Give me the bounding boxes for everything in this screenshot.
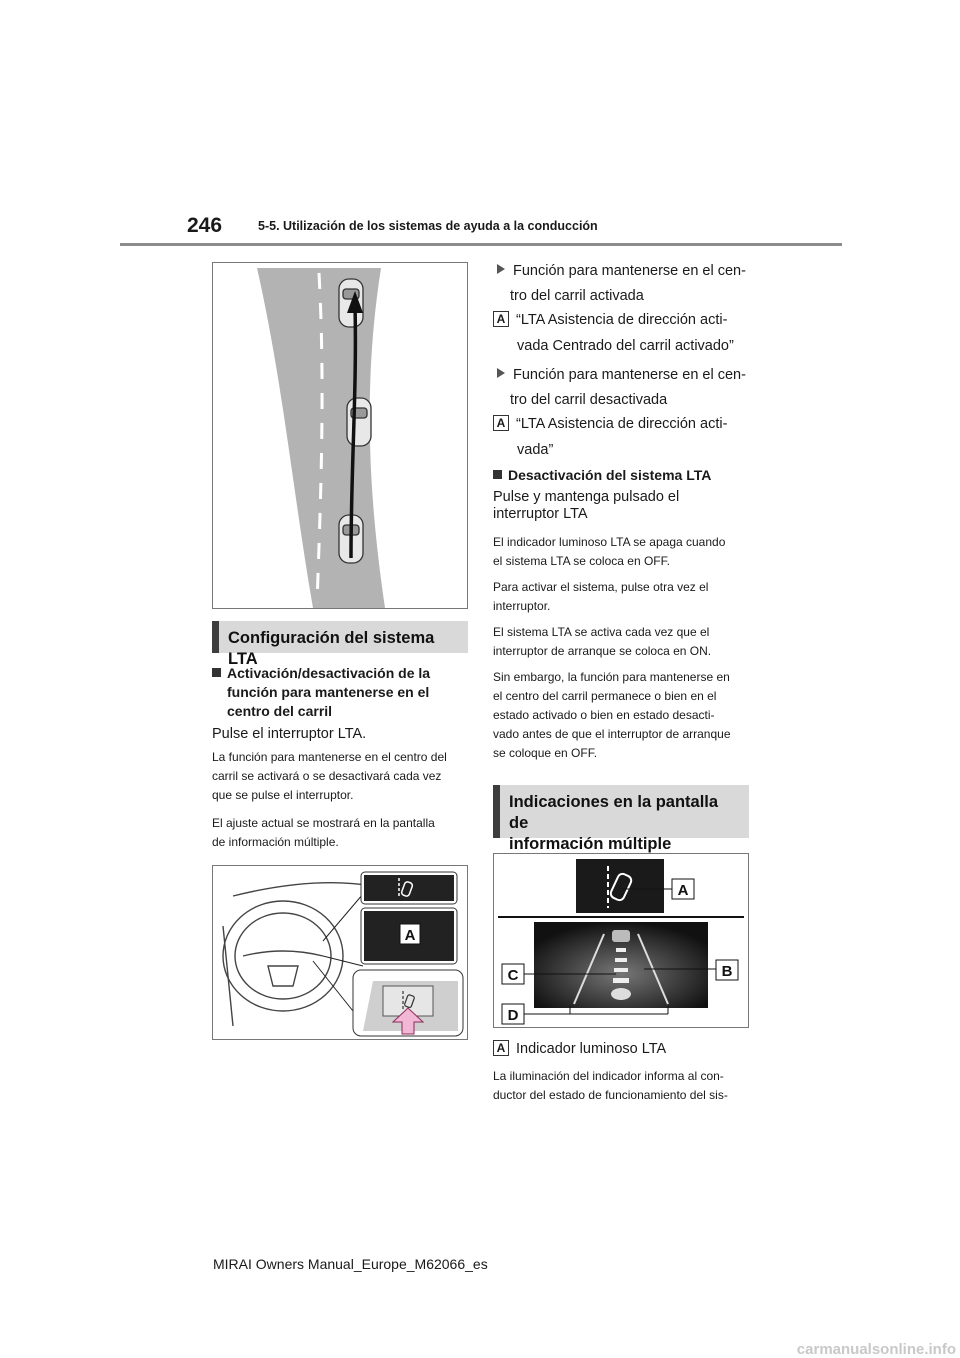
bullet-square-icon (212, 668, 221, 677)
display-panel (364, 875, 454, 901)
paragraph: La iluminación del indicador informa al con- ductor del estado de funcionamiento del sis- (493, 1069, 728, 1102)
paragraph: Pulse el interruptor LTA. (212, 726, 367, 742)
section-title: 5-5. Utilización de los sistemas de ayuda a la conducción (258, 219, 598, 233)
triangle-bullet-icon (497, 368, 505, 378)
lane-centering-figure (212, 262, 468, 609)
box-heading-config: Configuración del sistema LTA (212, 621, 468, 653)
svg-text:carmanualsonline.info: carmanualsonline.info (796, 1341, 956, 1358)
triangle-bullet-icon (497, 264, 505, 274)
figure-label: A (677, 882, 689, 899)
paragraph: Para activar el sistema, pulse otra vez el interruptor. (493, 580, 709, 613)
paragraph: El ajuste actual se mostrará en la pantalla de información múltiple. (212, 816, 435, 849)
paragraph: El sistema LTA se activa cada vez que el interruptor de arranque se coloca en ON. (493, 625, 712, 658)
lta-indicator-panel (576, 859, 664, 913)
road-illustration (213, 263, 467, 608)
figure-label: D (507, 1007, 519, 1024)
watermark (0, 1340, 960, 1358)
steering-wheel-icon (223, 883, 373, 1026)
display-message-off: A “LTA Asistencia de dirección acti- vada” (493, 411, 727, 463)
paragraph: Sin embargo, la función para mantenerse en el centro del carril permanece o bien en el estado activado o bien en estado desacti- vado antes de que el interruptor de arranque se coloque en OFF. (493, 670, 731, 760)
display-message-on: A “LTA Asistencia de dirección acti- vada Centrado del carril activado” (493, 307, 734, 359)
paragraph: Pulse y mantenga pulsado el interruptor LTA (493, 489, 680, 522)
list-item-off: Función para mantenerse en el cen- tro del carril desactivada (497, 363, 746, 413)
bullet-square-icon (493, 470, 502, 479)
steering-switch-figure (212, 865, 468, 1040)
figure-label: A (404, 927, 416, 944)
subheading-activation: Activación/desactivación de la función para mantenerse en el centro del carril (212, 664, 468, 721)
paragraph: El indicador luminoso LTA se apaga cuando el sistema LTA se coloca en OFF. (493, 535, 726, 568)
box-heading-display: Indicaciones en la pantalla de información múltiple (493, 785, 749, 838)
indicator-caption: A Indicador luminoso LTA (493, 1040, 666, 1058)
footer-manual-id: MIRAI Owners Manual_Europe_M62066_es (213, 1256, 488, 1272)
page-number: 246 (187, 214, 223, 237)
list-item-on: Función para mantenerse en el cen- tro del carril activada (497, 259, 746, 309)
header-rule (120, 243, 842, 246)
multi-info-display-figure (493, 853, 749, 1028)
figure-label: B (721, 963, 733, 980)
figure-label: C (507, 967, 519, 984)
paragraph: La función para mantenerse en el centro del carril se activará o se desactivará cada vez que se pulse el interruptor. (212, 750, 447, 802)
subheading-deactivation: Desactivación del sistema LTA (493, 466, 711, 485)
